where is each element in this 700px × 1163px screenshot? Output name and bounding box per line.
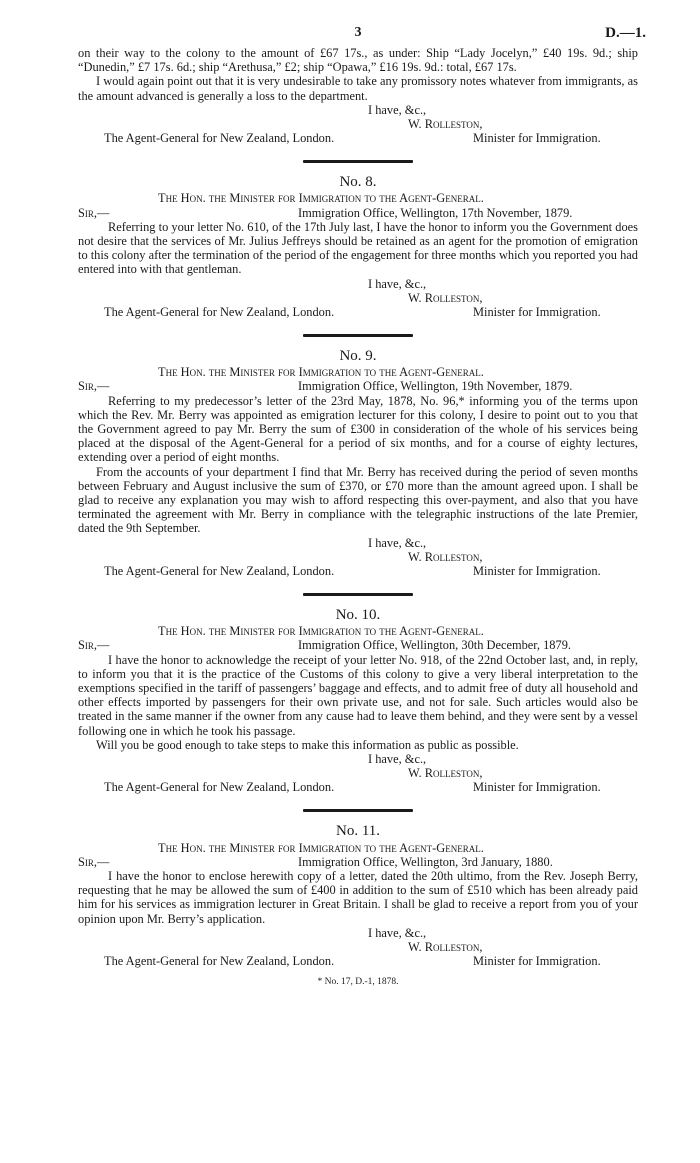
addressee: The Agent-General for New Zealand, London.	[104, 563, 335, 578]
letter-paragraph: Referring to your letter No. 610, of the 17th July last, I have the honor to inform you the Government does not desire that the services of Mr. Julius Jeffreys should be retained as an agent for the promotion of emigration to this colony after the termination of the period of the engagement for three months which you reported you had entered into with that gentleman.	[78, 219, 638, 277]
letter-from-to: The Hon. the Minister for Immigration to the Agent-General.	[158, 365, 484, 380]
document-page	[78, 22, 646, 989]
dateline: Immigration Office, Wellington, 19th November, 1879.	[298, 379, 573, 394]
signer-name: W. Rolleston,	[408, 766, 483, 781]
closing-line: I have, &c.,	[368, 276, 427, 291]
section-divider	[303, 809, 413, 812]
signer-title: Minister for Immigration.	[473, 780, 601, 795]
signer-title: Minister for Immigration.	[473, 304, 601, 319]
salutation: Sir,—	[78, 205, 110, 220]
addressee: The Agent-General for New Zealand, London.	[104, 304, 335, 319]
salutation: Sir,—	[78, 638, 110, 653]
letter-number: No. 9.	[339, 347, 377, 364]
letter-no-11	[78, 824, 638, 969]
letter-from-to: The Hon. the Minister for Immigration to the Agent-General.	[158, 840, 484, 855]
addressee: The Agent-General for New Zealand, London.	[104, 780, 335, 795]
section-divider	[303, 334, 413, 337]
salutation: Sir,—	[78, 854, 110, 869]
signer-name: W. Rolleston,	[408, 939, 483, 954]
closing-line: I have, &c.,	[368, 925, 427, 940]
signer-title: Minister for Immigration.	[473, 954, 601, 969]
closing-line: I have, &c.,	[368, 102, 427, 117]
signer-title: Minister for Immigration.	[473, 131, 601, 146]
salutation: Sir,—	[78, 379, 110, 394]
letter-no-8	[78, 175, 638, 320]
dateline: Immigration Office, Wellington, 17th November, 1879.	[298, 205, 573, 220]
letter-from-to: The Hon. the Minister for Immigration to the Agent-General.	[158, 624, 484, 639]
letter-number: No. 11.	[335, 823, 381, 840]
letter-number: No. 10.	[335, 606, 381, 623]
closing-line: I have, &c.,	[368, 751, 427, 766]
section-divider	[303, 593, 413, 596]
letter-from-to: The Hon. the Minister for Immigration to the Agent-General.	[158, 191, 484, 206]
intro-paragraph-1: on their way to the colony to the amount of £67 17s., as under: Ship “Lady Jocelyn,” £40 19s. 9d.; ship “Dunedin,” £7 17s. 6d.; ship “Arethusa,” £2; ship “Opawa,” £16 19s. 9d.: total, £67 17s.	[78, 46, 638, 75]
page-header	[78, 22, 646, 46]
footnote: * No. 17, D.-1, 1878.	[317, 977, 399, 988]
letter-paragraph: Referring to my predecessor’s letter of the 23rd May, 1878, No. 96,* informing you of the terms upon which the Rev. Mr. Berry was appointed as emigration lecturer for this colony, I desire to point out to you that the Government agreed to pay Mr. Berry the sum of £300 in consideration of the whole of his services being placed at the disposal of the Agent-General for a period of six months, and for a course of eighty lectures, extending over a period of eight months.	[78, 393, 638, 465]
letter-number: No. 8.	[339, 174, 377, 191]
letter-paragraph: I have the honor to acknowledge the receipt of your letter No. 918, of the 22nd October last, and, in reply, to inform you that it is the practice of the Customs of this colony to give a very liberal interpretation to the exemptions specified in the tariff of passengers’ baggage and effects, and to admit free of duty all household and other effects imported by passengers for their own private use, and not for sale. Such articles would also be treated in the same manner if the owner from any cause had to leave them behind, and they were sent by a vessel following one in which he took his passage.	[78, 652, 638, 738]
letter-no-9	[78, 349, 638, 579]
closing-line: I have, &c.,	[368, 535, 427, 550]
letter-paragraph: From the accounts of your department I find that Mr. Berry has received during the period of seven months between February and August inclusive the sum of £370, or £70 more than the amount agreed upon. I shall be glad to receive any explanation you may wish to afford respecting this over-payment, and also that you have terminated the agreement with Mr. Berry in compliance with the telegraphic instructions of the late Premier, dated the 9th September.	[78, 464, 638, 536]
intro-paragraph-2: I would again point out that it is very undesirable to take any promissory notes whatever from immigrants, as the amount advanced is generally a loss to the department.	[78, 74, 638, 103]
dateline: Immigration Office, Wellington, 3rd January, 1880.	[298, 854, 553, 869]
intro-section	[78, 46, 638, 146]
letter-no-10	[78, 608, 638, 795]
section-divider	[303, 160, 413, 163]
letter-paragraph: Will you be good enough to take steps to make this information as public as possible.	[96, 737, 519, 752]
page-number: 3	[354, 25, 362, 40]
document-reference: D.—1.	[605, 25, 646, 41]
letter-paragraph: I have the honor to enclose herewith copy of a letter, dated the 20th ultimo, from the Rev. Joseph Berry, requesting that he may be allowed the sum of £400 in addition to the sum of £510 which has been already paid him for his services as immigration lecturer in Great Britain. I shall be glad to receive a report from you of your opinion upon Mr. Berry’s application.	[78, 868, 638, 926]
dateline: Immigration Office, Wellington, 30th December, 1879.	[298, 638, 571, 653]
signer-title: Minister for Immigration.	[473, 563, 601, 578]
signer-name: W. Rolleston,	[408, 290, 483, 305]
signer-name: W. Rolleston,	[408, 117, 483, 131]
signer-name: W. Rolleston,	[408, 549, 483, 564]
addressee: The Agent-General for New Zealand, London.	[104, 954, 335, 969]
addressee: The Agent-General for New Zealand, London.	[104, 131, 335, 146]
